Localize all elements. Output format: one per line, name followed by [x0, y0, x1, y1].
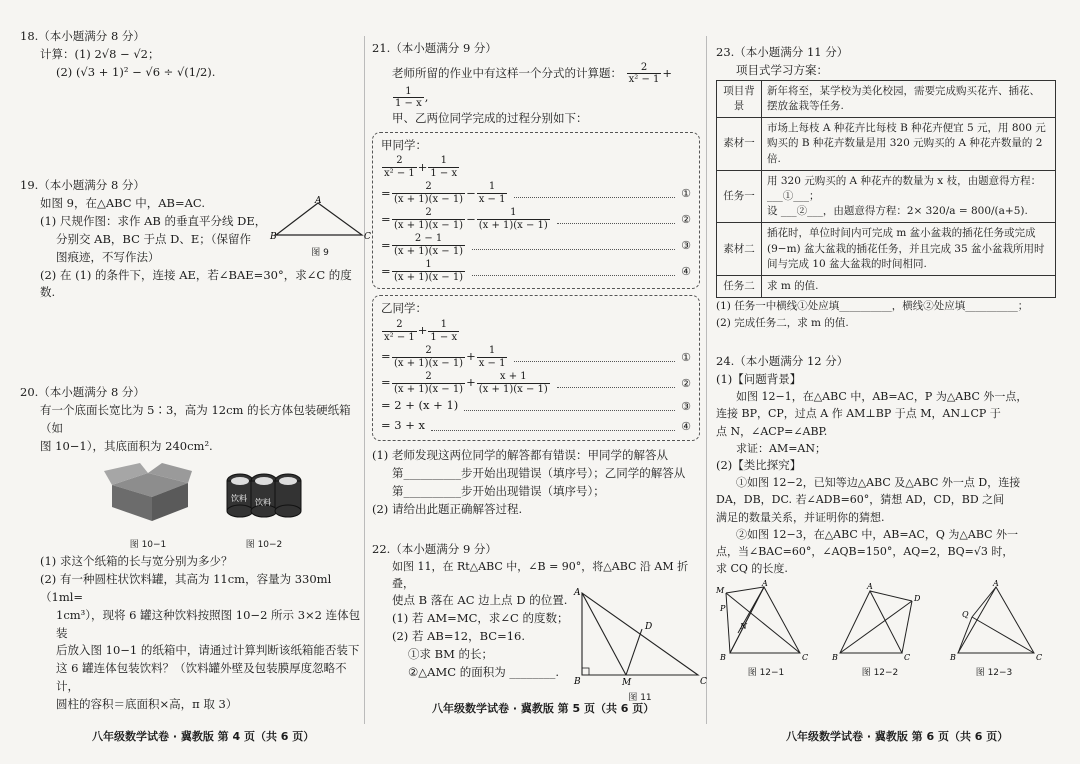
figure-10-row — [20, 461, 362, 551]
fig11-label-A: A — [574, 587, 581, 598]
q24-s2-line5: 点，当∠BAC=60°，∠AQB=150°，AQ=2，BQ=√3 时， — [716, 544, 1014, 558]
figure-12-row — [716, 578, 1068, 681]
figure-10-2 — [222, 461, 306, 551]
box-image — [102, 461, 194, 523]
frac-den: x − 1 — [478, 357, 506, 369]
can-label-2: 饮料 — [255, 498, 271, 508]
q20-heading: 20.（本小题满分 8 分） — [20, 385, 145, 400]
cans-image — [222, 461, 306, 523]
frac-num: 2 — [382, 319, 417, 332]
question-23 — [716, 44, 1068, 331]
fig11-label-D: D — [645, 621, 653, 632]
row-header: 项目背景 — [717, 80, 762, 117]
fig9-label-B: B — [270, 232, 277, 243]
frac-den: (x + 1)(x − 1) — [394, 245, 464, 257]
q22-part2b: ②△AMC 的面积为 ________. — [408, 664, 559, 679]
question-22 — [372, 541, 707, 704]
frac-num: 2 — [392, 181, 465, 194]
footer-page-4: 八年级数学试卷 · 冀教版 第 4 页（共 6 页） — [92, 730, 315, 743]
fig12-3-label-Q: Q — [962, 609, 969, 619]
q19-part1-line1: (1) 尺规作图：求作 AB 的垂直平分线 DE， — [40, 214, 267, 229]
figure-9-caption: 图 9 — [311, 248, 329, 259]
frac-den: (x + 1)(x − 1) — [394, 219, 464, 231]
q18-part2: (2) (√3 + 1)² − √6 ÷ √(1/2). — [56, 64, 216, 79]
solution-box-jia — [372, 132, 700, 290]
question-19 — [20, 177, 371, 302]
row-header: 素材一 — [717, 118, 762, 171]
yi-step-2-num: ② — [681, 376, 691, 390]
q23-part1: (1) 任务一中横线①处应填__________，横线②处应填__________； — [716, 300, 1029, 313]
figure-11-diagram — [570, 587, 710, 687]
frac-den: 1 − x — [395, 98, 422, 110]
frac-num: 1 — [393, 86, 424, 99]
q24-s2-line6: 求 CQ 的长度. — [716, 561, 788, 575]
jia-label: 甲同学： — [381, 137, 427, 152]
question-21 — [372, 40, 700, 519]
frac-den: x² − 1 — [384, 331, 415, 343]
frac-num: 1 — [392, 259, 465, 272]
fig12-3-label-B: B — [950, 652, 956, 662]
fig12-1-label-P: P — [720, 603, 726, 613]
row-content — [762, 170, 1056, 223]
table-row — [717, 223, 1056, 276]
row-content: 求 m 的值. — [762, 276, 1056, 298]
q22-part2a: ①求 BM 的长； — [408, 646, 494, 661]
figure-9-triangle — [270, 197, 370, 247]
q20-part2-line1: (2) 有一种圆柱状饮料罐，其高为 11cm，容量为 330ml（1ml= — [40, 572, 332, 604]
row-content: 新年将至，某学校为美化校园，需要完成购买花卉、插花、摆放盆栽等任务. — [762, 80, 1056, 117]
jia-s1-f2 — [477, 181, 508, 205]
frac-den: x² − 1 — [384, 167, 415, 179]
question-20 — [20, 384, 362, 714]
frac-num: 2 — [392, 207, 465, 220]
q21-intro: 老师所留的作业中有这样一个分式的计算题： $\frac{2}{\text{x² − 1}}$ + $\frac{1}{1 - x}$ , — [392, 61, 673, 110]
q19-part1-line3: 图痕迹，不写作法） — [56, 249, 160, 264]
frac-num: 1 — [428, 155, 459, 168]
frac-den: 1 − x — [430, 331, 458, 343]
q24-heading: 24.（本小题满分 12 分） — [716, 353, 849, 368]
jia-s4-f1 — [392, 259, 465, 283]
fig12-3-label-C: C — [1036, 652, 1043, 662]
q23-heading: 23.（本小题满分 11 分） — [716, 45, 849, 59]
q22-line1: 如图 11，在 Rt△ABC 中，∠B = 90°，将△ABC 沿 AM 折叠， — [392, 560, 689, 591]
row-header: 任务二 — [717, 276, 762, 298]
frac-num: 2 — [392, 345, 465, 358]
q21-part1-line1: (1) 老师发现这两位同学的解答都有错误：甲同学的解答从 — [372, 448, 668, 463]
q21-part2: (2) 请给出此题正确解答过程. — [372, 501, 523, 516]
question-18 — [20, 28, 362, 81]
fig11-label-M: M — [622, 677, 632, 688]
jia-step-4: = $\frac{1}{(x + 1)(x - 1)}$ ④ — [381, 259, 691, 283]
figure-11 — [570, 587, 710, 707]
frac-den: x − 1 — [478, 193, 506, 205]
q21-part1-line3: 第__________步开始出现错误（填序号）； — [392, 483, 605, 498]
q24-s1-line1: 如图 12−1，在△ABC 中，AB=AC，P 为△ABC 外一点， — [736, 390, 1028, 404]
q22-part1: (1) 若 AM=MC，求∠C 的度数； — [392, 611, 569, 626]
fig9-label-A: A — [315, 196, 322, 207]
frac-num: 2 − 1 — [392, 233, 465, 246]
q23-part2: (2) 完成任务二，求 m 的值. — [716, 316, 849, 329]
figure-12-1-diagram — [716, 578, 816, 662]
solution-box-yi — [372, 295, 700, 441]
jia-step-2-num: ② — [681, 212, 691, 226]
figure-12-3-diagram — [944, 578, 1044, 662]
jia-s2-f1 — [392, 207, 465, 231]
q20-line1: 有一个底面长宽比为 5∶3，高为 12cm 的长方体包装硬纸箱（如 — [40, 402, 351, 435]
frac-den: (x + 1)(x − 1) — [394, 383, 464, 395]
frac-den: (x + 1)(x − 1) — [478, 219, 548, 231]
table-row — [717, 80, 1056, 117]
frac-den: (x + 1)(x − 1) — [394, 357, 464, 369]
jia-s0-f2 — [428, 155, 459, 179]
table-row — [717, 118, 1056, 171]
yi-step-4-expr: = 3 + x — [381, 418, 426, 433]
figure-12-3-caption: 图 12−3 — [975, 667, 1013, 678]
q21-intro2: 甲、乙两位同学完成的过程分别如下： — [392, 110, 588, 125]
yi-s0-f1 — [382, 319, 417, 343]
fig12-2-label-B: B — [832, 652, 838, 662]
frac-num: 1 — [477, 181, 508, 194]
q20-part2-line2: 1cm³），现将 6 罐这种饮料按照图 10−2 所示 3×2 连体包装 — [56, 607, 361, 640]
column-divider-1 — [364, 36, 365, 724]
q20-part2-line4: 这 6 罐连体包装饮料？（饮料罐外壁及包装膜厚度忽略不计， — [56, 661, 347, 694]
yi-step-3-expr: = 2 + (x + 1) — [381, 398, 459, 413]
figure-12-2-diagram — [830, 581, 930, 661]
q21-part1-line2: 第__________步开始出现错误（填序号）；乙同学的解答从 — [392, 466, 686, 481]
footer-page-6: 八年级数学试卷 · 冀教版 第 6 页（共 6 页） — [786, 730, 1009, 743]
figure-12-1 — [716, 578, 816, 681]
q18-part1: 计算：(1) 2√8 − √2； — [40, 46, 160, 61]
row-header: 任务一 — [717, 170, 762, 223]
q20-part2-line5: 圆柱的容积＝底面积×高，π 取 3） — [56, 696, 238, 711]
jia-s2-f2 — [477, 207, 550, 231]
yi-step-3-num: ③ — [681, 399, 691, 413]
frac-num: 1 — [477, 207, 550, 220]
q20-part1: (1) 求这个纸箱的长与宽分别为多少？ — [40, 554, 233, 569]
question-24 — [716, 353, 1068, 681]
figure-10-1-caption: 图 10−1 — [129, 540, 167, 551]
figure-12-1-caption: 图 12−1 — [747, 667, 785, 678]
frac-den: (x + 1)(x − 1) — [394, 193, 464, 205]
q19-part2: (2) 在 (1) 的条件下，连接 AE，若∠BAE=30°，求∠C 的度数. — [40, 267, 352, 300]
yi-label: 乙同学： — [381, 301, 427, 316]
jia-step-4-num: ④ — [681, 264, 691, 278]
frac-den: (x + 1)(x − 1) — [394, 271, 464, 283]
yi-s0-f2 — [428, 319, 459, 343]
yi-step-0: $\frac{2}{\text{x² − 1}}$ + $\frac{1}{1 - x}$ — [384, 319, 458, 343]
fig12-1-label-N: N — [740, 621, 747, 631]
jia-step-2: = $\frac{2}{(x + 1)(x - 1)}$ − $\frac{1}{(x + 1)(x - 1)}$ ② — [381, 207, 691, 231]
yi-s1-f2 — [477, 345, 508, 369]
q21-intro-text: 老师所留的作业中有这样一个分式的计算题： — [392, 65, 622, 80]
figure-12-2 — [830, 581, 930, 681]
q24-section1: (1)【问题背景】 — [716, 371, 802, 386]
figure-12-3 — [944, 578, 1044, 681]
row-header: 素材二 — [717, 223, 762, 276]
figure-9 — [270, 197, 370, 261]
jia-step-1: = $\frac{2}{(x + 1)(x - 1)}$ − $\frac{1}{x - 1}$ ① — [381, 181, 691, 205]
figure-12-2-caption: 图 12−2 — [861, 667, 899, 678]
frac-num: 1 — [477, 345, 508, 358]
frac-num: 2 — [382, 155, 417, 168]
frac-num: 2 — [392, 371, 465, 384]
q18-heading: 18.（本小题满分 8 分） — [20, 29, 145, 43]
page-6-column — [716, 44, 1068, 681]
fig11-label-C: C — [700, 676, 707, 687]
yi-step-4-num: ④ — [681, 419, 691, 433]
frac-den: (x + 1)(x − 1) — [478, 383, 548, 395]
page-5-column — [372, 40, 707, 704]
jia-step-3: = $\frac{2 - 1}{(x + 1)(x - 1)}$ ③ — [381, 233, 691, 257]
table-row — [717, 170, 1056, 223]
q22-heading: 22.（本小题满分 9 分） — [372, 541, 497, 556]
frac-den: 1 − x — [430, 167, 458, 179]
task1-line2: 设 ___②___，由题意得方程：2× 320/a = 800/(a+5). — [767, 205, 1028, 218]
jia-step-3-num: ③ — [681, 238, 691, 252]
q24-s1-line3: 点 N，∠ACP=∠ABP. — [716, 424, 828, 438]
q24-s2-line4: ②如图 12−3，在△ABC 中，AB=AC，Q 为△ABC 外一 — [736, 527, 1019, 541]
row-content: 插花时，单位时间内可完成 m 盆小盆栽的插花任务或完成 (9−m) 盆大盆栽的插花任务，并且完成 35 盆小盆栽所用时间与完成 10 盆大盆栽的时间相同. — [762, 223, 1056, 276]
q24-section2: (2)【类比探究】 — [716, 457, 802, 472]
q24-s1-line4: 求证：AM=AN； — [736, 441, 826, 455]
q22-part2: (2) 若 AB=12，BC=16. — [392, 629, 526, 644]
frac-den: x² − 1 — [628, 74, 660, 86]
table-row — [717, 276, 1056, 298]
q19-heading: 19.（本小题满分 8 分） — [20, 178, 145, 193]
q24-s1-line2: 连接 BP，CP，过点 A 作 AM⊥BP 于点 M，AN⊥CP 于 — [716, 407, 1001, 421]
yi-step-3 — [381, 396, 691, 416]
yi-step-4 — [381, 416, 691, 436]
figure-11-caption: 图 11 — [628, 693, 652, 704]
jia-step-0: $\frac{2}{\text{x² − 1}}$ + $\frac{1}{1 - x}$ — [384, 155, 458, 179]
q23-subtitle: 项目式学习方案： — [736, 62, 828, 77]
frac-num: 1 — [428, 319, 459, 332]
jia-s1-f1 — [392, 181, 465, 205]
q24-s2-line3: 满足的数量关系，并证明你的猜想. — [716, 510, 885, 524]
q20-part2-line3: 后放入图 10−1 的纸箱中，请通过计算判断该纸箱能否装下 — [56, 643, 360, 658]
fig11-label-B: B — [574, 676, 581, 687]
fig12-1-label-A: A — [762, 578, 768, 588]
can-label-1: 饮料 — [231, 494, 247, 504]
q21-heading: 21.（本小题满分 9 分） — [372, 41, 497, 55]
figure-10-1 — [102, 461, 194, 551]
fig12-1-label-C: C — [802, 652, 809, 662]
jia-s0-f1 — [382, 155, 417, 179]
fig12-2-label-C: C — [904, 652, 911, 662]
project-table — [716, 80, 1056, 299]
frac-num: x + 1 — [477, 371, 550, 384]
q20-line2: 图 10−1），其底面积为 240cm². — [40, 438, 213, 453]
fig12-1-label-M: M — [716, 585, 725, 595]
q21-frac-2-over-x2m1 — [627, 62, 662, 86]
page-4-column — [20, 28, 371, 714]
figure-10-2-caption: 图 10−2 — [245, 540, 283, 551]
q19-part1-line2: 分别交 AB，BC 于点 D、E；（保留作 — [56, 231, 252, 246]
yi-s2-f2 — [477, 371, 550, 395]
yi-step-1-num: ① — [681, 350, 691, 364]
task1-line1: 用 320 元购买的 A 种花卉的数量为 x 枝，由题意得方程：___①___； — [767, 174, 1042, 202]
jia-step-1-num: ① — [681, 186, 691, 200]
fig9-label-C: C — [364, 232, 371, 243]
footer-page-5: 八年级数学试卷 · 冀教版 第 5 页（共 6 页） — [432, 702, 655, 715]
fig12-2-label-D: D — [914, 593, 921, 603]
q21-frac-1-over-1mx — [393, 86, 424, 110]
jia-s3-f1 — [392, 233, 465, 257]
row-content: 市场上每枝 A 种花卉比每枝 B 种花卉便宜 5 元，用 800 元购买的 B 种花卉数量是用 320 元购买的 A 种花卉数量的 2 倍. — [762, 118, 1056, 171]
fig12-2-label-A: A — [867, 581, 873, 591]
q19-intro: 如图 9，在△ABC 中，AB=AC. — [40, 196, 205, 211]
yi-step-1: = $\frac{2}{(x + 1)(x - 1)}$ + $\frac{1}{x - 1}$ ① — [381, 345, 691, 369]
q24-s2-line1: ①如图 12−2，已知等边△ABC 及△ABC 外一点 D，连接 — [736, 476, 1021, 490]
fig12-1-label-B: B — [720, 652, 726, 662]
yi-s2-f1 — [392, 371, 465, 395]
q24-s2-line2: DA，DB，DC. 若∠ADB=60°，猜想 AD，CD，BD 之间 — [716, 493, 1005, 507]
fig12-3-label-A: A — [993, 578, 999, 588]
yi-step-2: = $\frac{2}{(x + 1)(x - 1)}$ + $\frac{x + 1}{(x + 1)(x - 1)}$ ② — [381, 371, 691, 395]
q22-line2: 使点 B 落在 AC 边上点 D 的位置. — [392, 593, 568, 608]
frac-num: 2 — [627, 62, 662, 75]
yi-s1-f1 — [392, 345, 465, 369]
